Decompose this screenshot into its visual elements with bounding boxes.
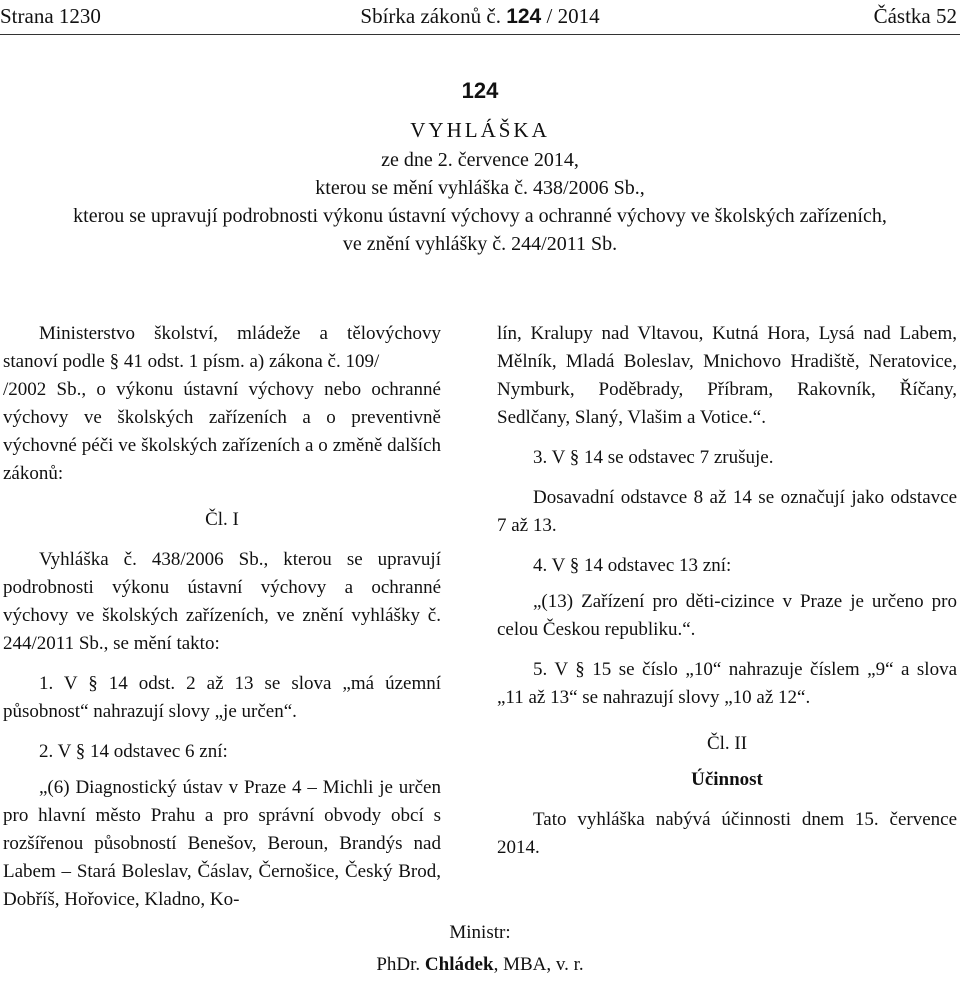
signatory-title-suffix: , MBA, v. r. xyxy=(493,954,584,975)
amendment-item-2-text: „(6) Diagnostický ústav v Praze 4 – Michli je určen pro hlavní město Prahu a pro správní obvody obcí s rozšířenou působností Benešov, Beroun, Brandýs nad Labem – Stará Boleslav, Čáslav, Černošice, Český Brod, Dobříš, Hořovice, Kladno, Ko- xyxy=(3,777,441,910)
preamble-part-a: Ministerstvo školství, mládeže a tělovýchovy stanoví podle § 41 odst. 1 písm. a) zákona č. 109/ xyxy=(3,323,441,372)
title-line-1: kterou se mění vyhláška č. 438/2006 Sb., xyxy=(315,177,645,199)
title-line-3: ve znění vyhlášky č. 244/2011 Sb. xyxy=(342,233,618,255)
preamble-part-b: /2002 Sb., o výkonu ústavní výchovy nebo ochranné výchovy ve školských zařízeních a o preventivně výchovné péči ve školských zařízeních a o změně dalších zákonů: xyxy=(3,379,441,484)
article-1-heading: Čl. I xyxy=(205,509,239,530)
part-number: Částka 52 xyxy=(873,4,957,28)
header-divider xyxy=(0,34,960,35)
page-header xyxy=(0,0,960,34)
signatory-name: Chládek xyxy=(424,954,494,975)
effect-text: Tato vyhláška nabývá účinnosti dnem 15. července 2014. xyxy=(497,809,957,858)
collection-prefix: Sbírka zákonů č. xyxy=(360,4,501,28)
document-type: VYHLÁŠKA xyxy=(410,118,550,142)
signatory-title-prefix: PhDr. xyxy=(376,954,421,975)
amendment-item-3-note: Dosavadní odstavce 8 až 14 se označují jako odstavce 7 až 13. xyxy=(497,487,957,536)
article-1-intro: Vyhláška č. 438/2006 Sb., kterou se upravují podrobnosti výkonu ústavní výchovy a ochranné výchovy ve školských zařízeních, ve znění vyhlášky č. 244/2011 Sb., se mění takto: xyxy=(3,549,441,654)
law-number: 124 xyxy=(461,78,499,103)
date-line: ze dne 2. července 2014, xyxy=(381,149,579,171)
signatory-name-line xyxy=(0,949,960,981)
amendment-item-1: 1. V § 14 odst. 2 až 13 se slova „má územní působnost“ nahrazují slovy „je určen“. xyxy=(3,673,441,722)
collection-reference xyxy=(0,4,960,29)
title-block xyxy=(0,74,960,258)
amendment-item-5: 5. V § 15 se číslo „10“ nahrazuje číslem „9“ a slova „11 až 13“ se nahrazují slovy „10 až 12“. xyxy=(497,659,957,708)
article-2-heading: Čl. II xyxy=(706,733,748,754)
right-column xyxy=(497,320,957,862)
collection-suffix: / 2014 xyxy=(546,4,600,28)
amendment-item-2-intro: 2. V § 14 odstavec 6 zní: xyxy=(39,741,228,762)
signature-block xyxy=(0,917,960,981)
collection-number: 124 xyxy=(506,5,542,28)
amendment-item-4-text: „(13) Zařízení pro děti-cizince v Praze je určeno pro celou Českou republiku.“. xyxy=(497,591,957,640)
effect-heading: Účinnost xyxy=(691,769,763,790)
amendment-item-2-continued: lín, Kralupy nad Vltavou, Kutná Hora, Lysá nad Labem, Mělník, Mladá Boleslav, Mnichovo Hradiště, Neratovice, Nymburk, Poděbrady, Příbram, Rakovník, Říčany, Sedlčany, Slaný, Vlašim a Votice.“. xyxy=(497,323,957,428)
signatory-role: Ministr: xyxy=(449,922,511,943)
amendment-item-4-intro: 4. V § 14 odstavec 13 zní: xyxy=(533,555,732,576)
page-number: Strana 1230 xyxy=(0,4,101,28)
amendment-item-3: 3. V § 14 se odstavec 7 zrušuje. xyxy=(533,447,774,468)
title-line-2: kterou se upravují podrobnosti výkonu ústavní výchovy a ochranné výchovy ve školských zařízeních, xyxy=(73,205,887,227)
left-column xyxy=(3,320,441,914)
